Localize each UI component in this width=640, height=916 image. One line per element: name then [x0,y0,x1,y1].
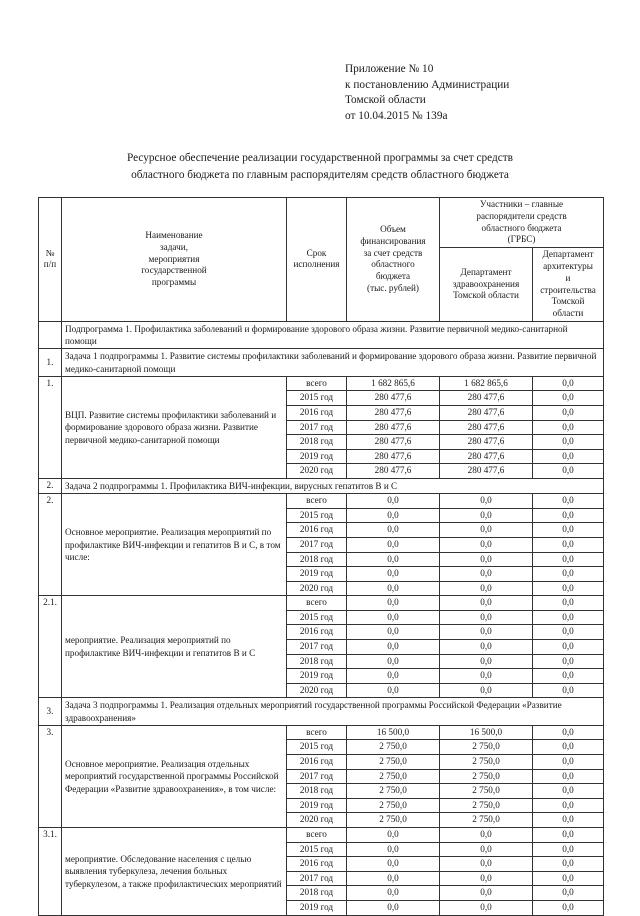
col-header-dep2-line4: строительства [540,284,596,295]
volume-cell: 0,0 [347,596,440,611]
department-health-cell: 0,0 [440,654,533,669]
period-cell: 2018 год [287,654,347,669]
resource-table-wrapper [38,197,603,916]
table-header-row [39,198,604,248]
department-architecture-cell: 0,0 [533,464,604,479]
volume-cell: 0,0 [347,581,440,596]
header-line-4: от 10.04.2015 № 139а [345,109,448,122]
department-architecture-cell: 0,0 [533,828,604,843]
department-architecture-cell: 0,0 [533,740,604,755]
volume-cell: 0,0 [347,640,440,655]
period-cell: 2019 год [287,798,347,813]
period-cell: 2019 год [287,449,347,464]
volume-cell: 0,0 [347,567,440,582]
department-health-cell: 0,0 [440,552,533,567]
col-header-dep1-line3: Томской области [453,290,519,301]
department-architecture-cell: 0,0 [533,755,604,770]
period-cell: всего [287,828,347,843]
department-architecture-cell: 0,0 [533,376,604,391]
period-cell: 2016 год [287,523,347,538]
volume-cell: 2 750,0 [347,813,440,828]
col-header-volume-line2: финансирования [360,235,426,246]
period-cell: 2015 год [287,610,347,625]
table-row [39,725,604,740]
period-cell: 2020 год [287,813,347,828]
department-architecture-cell: 0,0 [533,405,604,420]
col-header-grbs-line3: областного бюджета [481,222,562,233]
department-health-cell: 2 750,0 [440,740,533,755]
department-health-cell: 2 750,0 [440,784,533,799]
period-cell: всего [287,725,347,740]
task-number-cell: 3. [39,698,62,725]
department-architecture-cell: 0,0 [533,523,604,538]
item-name-cell: мероприятие. Реализация мероприятий по профилактике ВИЧ-инфекции и гепатитов В и С [62,596,287,698]
table-row [39,494,604,509]
volume-cell: 0,0 [347,842,440,857]
department-architecture-cell: 0,0 [533,857,604,872]
table-body [39,321,604,915]
col-header-volume-line5: бюджета [375,271,411,282]
volume-cell: 0,0 [347,828,440,843]
volume-cell: 1 682 865,6 [347,376,440,391]
department-health-cell: 0,0 [440,625,533,640]
period-cell: 2015 год [287,842,347,857]
period-cell: 2020 год [287,683,347,698]
col-header-name-line5: программы [151,277,197,288]
task-row [39,349,604,376]
col-header-term-line1: Срок [306,247,327,258]
col-header-volume-line1: Объем [380,224,406,235]
col-header-term [287,198,347,322]
col-header-term-line2: исполнения [293,259,340,270]
period-cell: 2015 год [287,391,347,406]
page-title [60,150,580,183]
period-cell: 2017 год [287,871,347,886]
task-row [39,478,604,493]
department-health-cell: 0,0 [440,900,533,915]
department-health-cell: 2 750,0 [440,813,533,828]
department-architecture-cell: 0,0 [533,769,604,784]
department-architecture-cell: 0,0 [533,725,604,740]
period-cell: всего [287,494,347,509]
table-row [39,828,604,843]
header-line-3: Томской области [345,94,426,107]
item-number-cell: 1. [39,376,62,478]
period-cell: всего [287,596,347,611]
volume-cell: 2 750,0 [347,798,440,813]
col-header-name-line3: мероприятия [148,253,200,264]
department-architecture-cell: 0,0 [533,420,604,435]
period-cell: 2018 год [287,435,347,450]
department-architecture-cell: 0,0 [533,449,604,464]
item-name-cell: мероприятие. Обследование населения с целью выявления туберкулеза, лечения больных туберкулезом, а также профилактических мероприятий [62,828,287,916]
department-architecture-cell: 0,0 [533,813,604,828]
period-cell: 2017 год [287,640,347,655]
department-health-cell: 280 477,6 [440,464,533,479]
department-health-cell: 2 750,0 [440,798,533,813]
department-health-cell: 280 477,6 [440,405,533,420]
department-architecture-cell: 0,0 [533,610,604,625]
volume-cell: 280 477,6 [347,435,440,450]
department-health-cell: 0,0 [440,857,533,872]
period-cell: 2017 год [287,537,347,552]
department-health-cell: 16 500,0 [440,725,533,740]
item-number-cell: 3. [39,725,62,827]
task-number-cell: 2. [39,478,62,493]
volume-cell: 2 750,0 [347,755,440,770]
period-cell: всего [287,376,347,391]
department-health-cell: 0,0 [440,640,533,655]
department-health-cell: 280 477,6 [440,391,533,406]
period-cell: 2018 год [287,552,347,567]
page-title-line-2: областного бюджета по главным распорядителям средств областного бюджета [131,168,509,181]
col-header-dep2-line6: области [552,308,584,319]
department-architecture-cell: 0,0 [533,871,604,886]
department-health-cell: 0,0 [440,828,533,843]
volume-cell: 2 750,0 [347,784,440,799]
department-health-cell: 0,0 [440,523,533,538]
document-header [345,62,509,124]
department-health-cell: 0,0 [440,581,533,596]
volume-cell: 0,0 [347,552,440,567]
volume-cell: 280 477,6 [347,464,440,479]
department-health-cell: 2 750,0 [440,769,533,784]
department-architecture-cell: 0,0 [533,798,604,813]
col-header-department-health [440,248,533,322]
period-cell: 2018 год [287,784,347,799]
col-header-volume-line4: областного [371,259,415,270]
department-health-cell: 0,0 [440,596,533,611]
item-name-cell: Основное мероприятие. Реализация отдельных мероприятий государственной программы Российской Федерации «Развитие здравоохранения», в том числе: [62,725,287,827]
period-cell: 2018 год [287,886,347,901]
col-header-name-line4: государственной [141,265,207,276]
table-row [39,376,604,391]
volume-cell: 0,0 [347,669,440,684]
department-architecture-cell: 0,0 [533,683,604,698]
col-header-number [39,198,62,322]
page-title-line-1: Ресурсное обеспечение реализации государственной программы за счет средств [126,152,514,164]
volume-cell: 0,0 [347,857,440,872]
period-cell: 2016 год [287,857,347,872]
col-header-number-line1: № [45,247,55,258]
header-line-1: Приложение № 10 [345,63,434,75]
col-header-dep1-line1: Департамент [460,266,512,277]
item-number-cell: 2. [39,494,62,596]
volume-cell: 2 750,0 [347,769,440,784]
volume-cell: 280 477,6 [347,405,440,420]
department-architecture-cell: 0,0 [533,625,604,640]
subprogram-title-cell: Подпрограмма 1. Профилактика заболеваний и формирование здорового образа жизни. Развитие первичной медико-санитарной помощи [62,321,604,348]
volume-cell: 0,0 [347,494,440,509]
col-header-name [62,198,287,322]
department-architecture-cell: 0,0 [533,508,604,523]
col-header-dep2-line5: Томской [551,296,585,307]
department-health-cell: 280 477,6 [440,420,533,435]
period-cell: 2019 год [287,669,347,684]
department-health-cell: 0,0 [440,871,533,886]
col-header-grbs-group [440,198,604,248]
department-health-cell: 280 477,6 [440,435,533,450]
subprogram-number-cell [39,321,62,348]
department-architecture-cell: 0,0 [533,537,604,552]
table-header [39,198,604,322]
subprogram-row [39,321,604,348]
department-health-cell: 0,0 [440,610,533,625]
period-cell: 2016 год [287,625,347,640]
volume-cell: 0,0 [347,508,440,523]
department-architecture-cell: 0,0 [533,581,604,596]
department-health-cell: 0,0 [440,886,533,901]
volume-cell: 0,0 [347,900,440,915]
period-cell: 2017 год [287,420,347,435]
volume-cell: 0,0 [347,610,440,625]
col-header-grbs-line4: (ГРБС) [507,234,536,245]
department-architecture-cell: 0,0 [533,567,604,582]
department-health-cell: 0,0 [440,842,533,857]
task-number-cell: 1. [39,349,62,376]
volume-cell: 280 477,6 [347,449,440,464]
item-name-cell: Основное мероприятие. Реализация мероприятий по профилактике ВИЧ-инфекции и гепатитов В и С, в том числе: [62,494,287,596]
department-health-cell: 0,0 [440,567,533,582]
period-cell: 2019 год [287,567,347,582]
col-header-department-architecture [533,248,604,322]
table-row [39,596,604,611]
header-line-2: к постановлению Администрации [345,78,510,91]
volume-cell: 16 500,0 [347,725,440,740]
col-header-number-line2: п/п [43,259,57,270]
department-architecture-cell: 0,0 [533,391,604,406]
col-header-dep2-line2: архитектуры [543,260,593,271]
department-health-cell: 1 682 865,6 [440,376,533,391]
department-health-cell: 0,0 [440,683,533,698]
volume-cell: 0,0 [347,871,440,886]
period-cell: 2016 год [287,755,347,770]
department-architecture-cell: 0,0 [533,669,604,684]
col-header-dep1-line2: здравоохранения [452,278,520,289]
department-health-cell: 0,0 [440,494,533,509]
col-header-grbs-line2: распорядители средств [476,210,567,221]
department-architecture-cell: 0,0 [533,494,604,509]
department-architecture-cell: 0,0 [533,900,604,915]
task-title-cell: Задача 3 подпрограммы 1. Реализация отдельных мероприятий государственной программы Российской Федерации «Развитие здравоохранения» [62,698,604,725]
col-header-dep2-line3: и [565,272,571,283]
department-architecture-cell: 0,0 [533,552,604,567]
col-header-grbs-line1: Участники – главные [479,199,564,209]
period-cell: 2020 год [287,464,347,479]
col-header-dep2-line1: Департамент [542,249,594,260]
department-health-cell: 0,0 [440,669,533,684]
task-title-cell: Задача 2 подпрограммы 1. Профилактика ВИЧ-инфекции, вирусных гепатитов В и С [62,478,604,493]
department-architecture-cell: 0,0 [533,596,604,611]
department-architecture-cell: 0,0 [533,886,604,901]
department-health-cell: 280 477,6 [440,449,533,464]
volume-cell: 0,0 [347,523,440,538]
volume-cell: 0,0 [347,654,440,669]
department-architecture-cell: 0,0 [533,784,604,799]
col-header-volume-line3: за счет средств [363,247,423,258]
department-architecture-cell: 0,0 [533,640,604,655]
volume-cell: 0,0 [347,537,440,552]
period-cell: 2016 год [287,405,347,420]
item-number-cell: 2.1. [39,596,62,698]
col-header-name-line2: задачи, [160,241,188,252]
col-header-volume-line6: (тыс. рублей) [367,283,419,294]
volume-cell: 280 477,6 [347,391,440,406]
col-header-volume [347,198,440,322]
period-cell: 2015 год [287,508,347,523]
item-number-cell: 3.1. [39,828,62,916]
resource-allocation-table [38,197,604,916]
volume-cell: 0,0 [347,886,440,901]
department-architecture-cell: 0,0 [533,435,604,450]
col-header-name-line1: Наименование [145,229,203,240]
department-health-cell: 2 750,0 [440,755,533,770]
volume-cell: 2 750,0 [347,740,440,755]
volume-cell: 0,0 [347,625,440,640]
department-health-cell: 0,0 [440,508,533,523]
period-cell: 2019 год [287,900,347,915]
volume-cell: 280 477,6 [347,420,440,435]
period-cell: 2017 год [287,769,347,784]
task-row [39,698,604,725]
volume-cell: 0,0 [347,683,440,698]
department-health-cell: 0,0 [440,537,533,552]
period-cell: 2020 год [287,581,347,596]
item-name-cell: ВЦП. Развитие системы профилактики заболеваний и формирование здорового образа жизни. Развитие первичной медико-санитарной помощи [62,376,287,478]
period-cell: 2015 год [287,740,347,755]
task-title-cell: Задача 1 подпрограммы 1. Развитие системы профилактики заболеваний и формирование здорового образа жизни. Развитие первичной медико-санитарной помощи [62,349,604,376]
department-architecture-cell: 0,0 [533,842,604,857]
department-architecture-cell: 0,0 [533,654,604,669]
